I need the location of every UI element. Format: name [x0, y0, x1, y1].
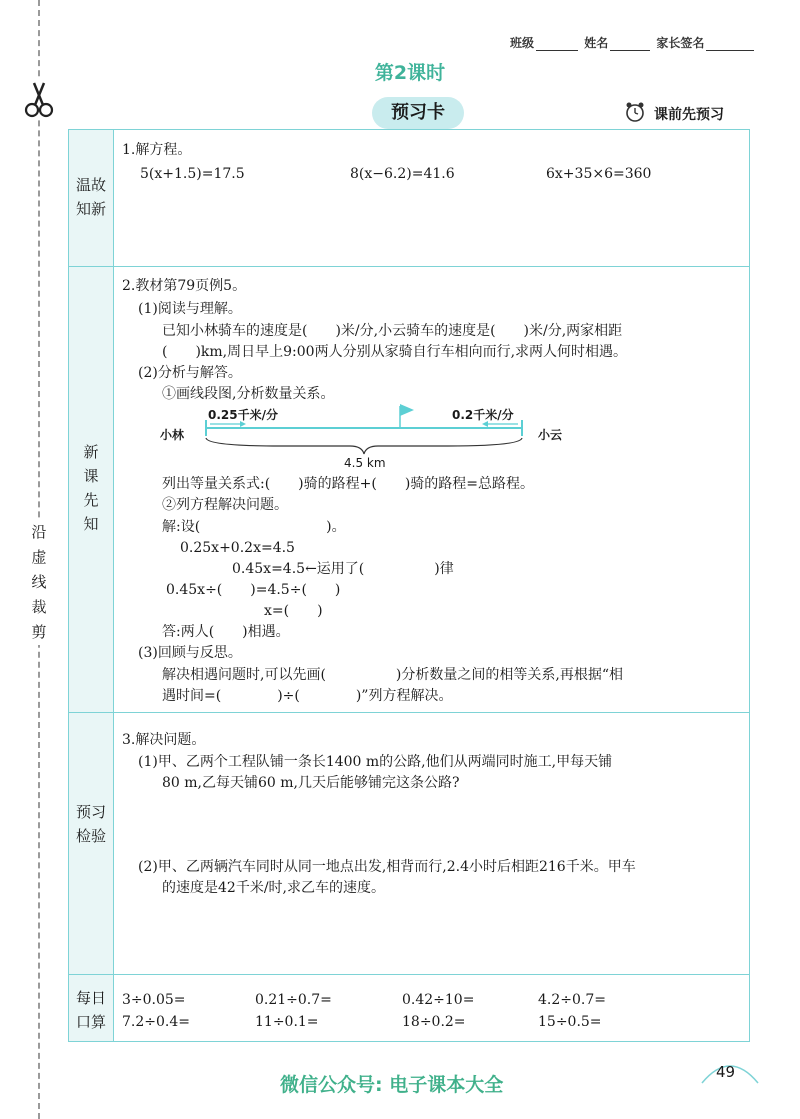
solution-step: 0.45x÷( )=4.5÷( )	[166, 582, 341, 598]
mental-math-item: 15÷0.5=	[538, 1014, 602, 1030]
solution-step: x=( )	[264, 603, 323, 619]
left-speed: 0.25千米/分	[208, 408, 278, 422]
mental-math-item: 18÷0.2=	[402, 1014, 466, 1030]
left-person: 小林	[160, 428, 185, 442]
total-distance: 4.5 km	[344, 456, 386, 470]
parent-sign-blank[interactable]	[706, 38, 754, 51]
mental-math-item: 0.42÷10=	[402, 992, 475, 1008]
let-statement: 解:设( )。	[162, 519, 346, 535]
question-text: 80 m,乙每天铺60 m,几天后能够铺完这条公路?	[162, 775, 460, 791]
divider	[68, 974, 750, 975]
question-text: (2)甲、乙两辆汽车同时从同一地点出发,相背而行,2.4小时后相距216千米。甲车	[138, 859, 636, 875]
scissors-icon	[22, 80, 56, 120]
step-analyze: (2)分析与解答。	[138, 365, 242, 381]
page-number: 49	[716, 1063, 736, 1081]
new-lesson-title: 2.教材第79页例5。	[122, 278, 247, 294]
name-blank[interactable]	[610, 38, 650, 51]
check-title: 3.解决问题。	[122, 732, 206, 748]
reflect-text: 解决相遇问题时,可以先画( )分析数量之间的相等关系,再根据“相	[162, 667, 623, 683]
equation: 5(x+1.5)=17.5	[140, 166, 245, 182]
equal-relation: 列出等量关系式:( )骑的路程+( )骑的路程=总路程。	[162, 476, 535, 492]
line-segment-diagram	[200, 398, 563, 470]
cut-guide-text: 沿虚线裁剪	[31, 520, 47, 645]
reflect-text: 遇时间=( )÷( )”列方程解决。	[162, 688, 453, 704]
sub-step-diagram: ①画线段图,分析数量关系。	[162, 386, 335, 402]
class-blank[interactable]	[536, 38, 578, 51]
preview-label: 课前先预习	[654, 107, 724, 123]
question-text: (1)甲、乙两个工程队铺一条长1400 m的公路,他们从两端同时施工,甲每天铺	[138, 754, 613, 770]
student-info-fields	[510, 34, 756, 51]
section-label-daily: 每日口算	[75, 989, 106, 1031]
alarm-clock-icon	[624, 101, 646, 123]
mental-math-item: 3÷0.05=	[122, 992, 186, 1008]
section-label-new-lesson: 新课先知	[83, 443, 99, 533]
parent-sign-label: 家长签名	[656, 36, 705, 50]
card-title-badge: 预习卡	[372, 97, 464, 129]
mental-math-item: 0.21÷0.7=	[255, 992, 332, 1008]
solution-step: 0.25x+0.2x=4.5	[180, 540, 295, 556]
review-title: 1.解方程。	[122, 142, 192, 158]
answer-line: 答:两人( )相遇。	[162, 624, 290, 640]
mental-math-item: 7.2÷0.4=	[122, 1014, 190, 1030]
section-label-review: 温故知新	[75, 176, 106, 218]
problem-text: 已知小林骑车的速度是( )米/分,小云骑车的速度是( )米/分,两家相距	[162, 323, 623, 339]
problem-text: ( )km,周日早上9:00两人分别从家骑自行车相向而行,求两人何时相遇。	[162, 344, 628, 360]
mental-math-item: 11÷0.1=	[255, 1014, 319, 1030]
sub-step-equation: ②列方程解决问题。	[162, 497, 288, 513]
mental-math-item: 4.2÷0.7=	[538, 992, 606, 1008]
class-label: 班级	[510, 36, 535, 50]
divider	[68, 712, 750, 713]
divider	[68, 266, 750, 267]
equation: 8(x−6.2)=41.6	[350, 166, 455, 182]
right-person: 小云	[538, 428, 563, 442]
lesson-title: 第2课时	[374, 62, 446, 84]
wechat-watermark: 微信公众号: 电子课本大全	[280, 1074, 504, 1096]
solution-step: 0.45x=4.5←运用了( )律	[232, 561, 454, 577]
step-read: (1)阅读与理解。	[138, 301, 242, 317]
equation: 6x+35×6=360	[546, 166, 652, 182]
step-reflect: (3)回顾与反思。	[138, 645, 242, 661]
question-text: 的速度是42千米/时,求乙车的速度。	[162, 880, 385, 896]
right-speed: 0.2千米/分	[452, 408, 514, 422]
name-label: 姓名	[584, 36, 609, 50]
section-label-check: 预习检验	[75, 803, 106, 845]
